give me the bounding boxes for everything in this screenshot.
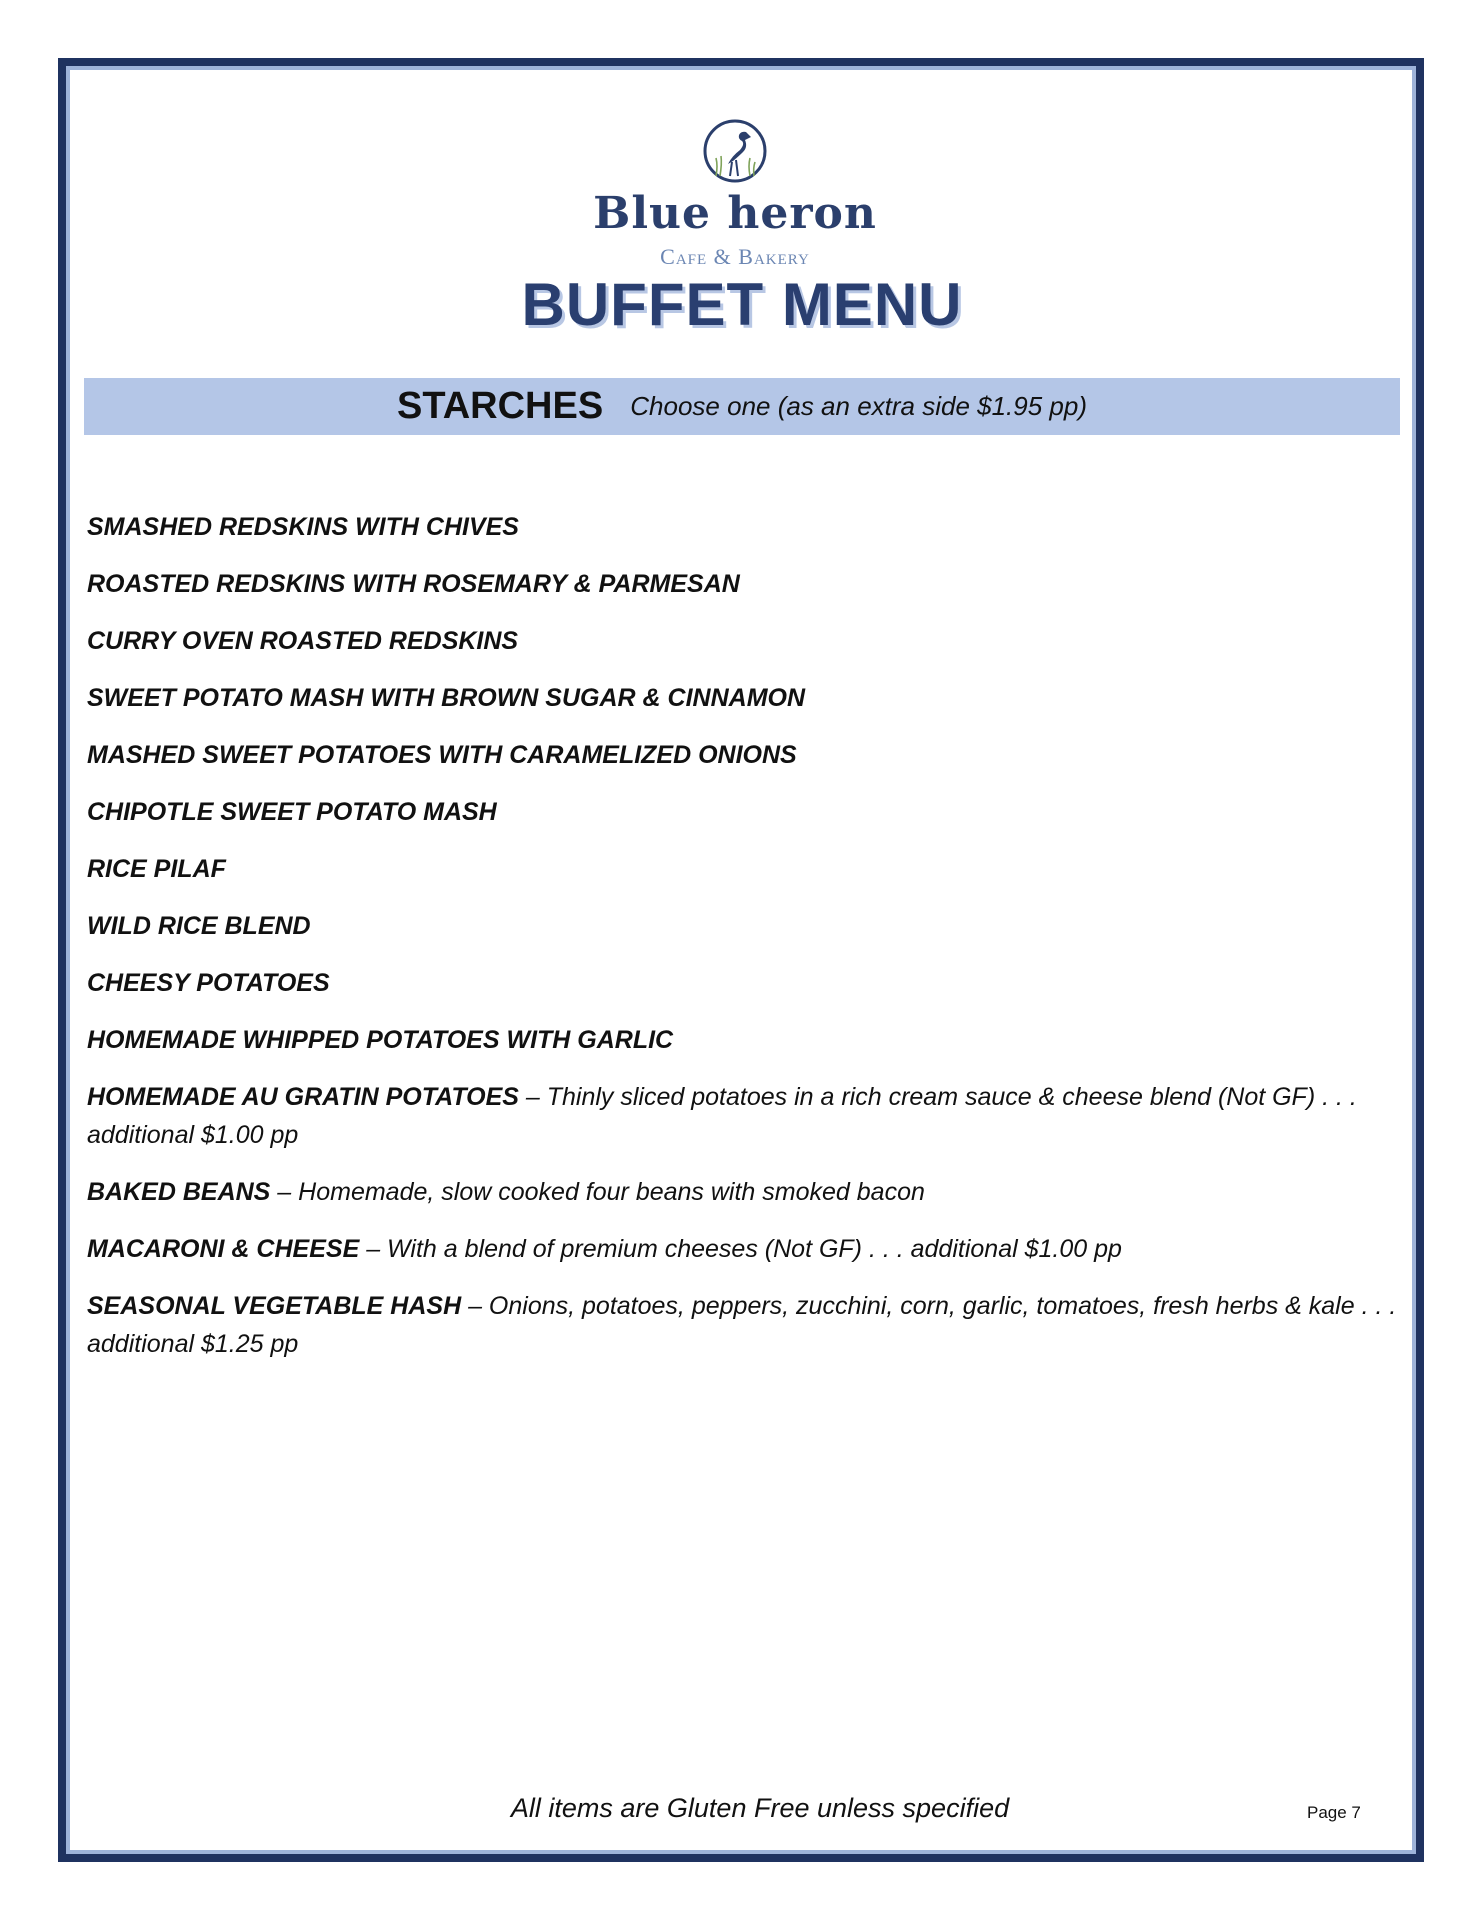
heron-icon xyxy=(702,118,768,184)
logo-name: Blue heron xyxy=(593,188,877,239)
menu-item xyxy=(87,622,1397,660)
menu-item xyxy=(87,964,1397,1002)
menu-item-name: SEASONAL VEGETABLE HASH xyxy=(87,1292,462,1320)
menu-item-list xyxy=(87,508,1397,1382)
menu-item-description: – Thinly sliced potatoes in a rich cream sauce & cheese blend (Not GF) . . . additional $1.00 pp xyxy=(87,1083,1357,1149)
menu-item xyxy=(87,1230,1397,1268)
menu-item-name: ROASTED REDSKINS WITH ROSEMARY & PARMESAN xyxy=(87,570,740,598)
menu-item xyxy=(87,679,1397,717)
menu-item-name: MACARONI & CHEESE xyxy=(87,1235,360,1263)
logo xyxy=(565,110,905,270)
menu-item xyxy=(87,1021,1397,1059)
menu-item-description: – Homemade, slow cooked four beans with smoked bacon xyxy=(270,1178,925,1206)
menu-item-description: – Onions, potatoes, peppers, zucchini, corn, garlic, tomatoes, fresh herbs & kale . . . additional $1.25 pp xyxy=(87,1292,1397,1358)
menu-item-name: BAKED BEANS xyxy=(87,1178,271,1206)
menu-item-name: CHEESY POTATOES xyxy=(87,969,330,997)
menu-item-name: HOMEMADE WHIPPED POTATOES WITH GARLIC xyxy=(87,1026,674,1054)
page-number: Page 7 xyxy=(1307,1803,1361,1822)
menu-item xyxy=(87,850,1397,888)
menu-item-name: HOMEMADE AU GRATIN POTATOES xyxy=(87,1083,519,1111)
menu-item xyxy=(87,793,1397,831)
menu-item xyxy=(87,565,1397,603)
section-note: Choose one (as an extra side $1.95 pp) xyxy=(630,391,1088,421)
menu-item-name: MASHED SWEET POTATOES WITH CARAMELIZED ONIONS xyxy=(87,741,797,769)
section-title: STARCHES xyxy=(396,385,604,427)
menu-item xyxy=(87,907,1397,945)
menu-item-name: RICE PILAF xyxy=(87,855,226,883)
menu-item xyxy=(87,1173,1397,1211)
menu-item xyxy=(87,508,1397,546)
section-header xyxy=(84,378,1400,435)
menu-item xyxy=(87,1287,1397,1363)
menu-item-name: CURRY OVEN ROASTED REDSKINS xyxy=(87,627,519,655)
menu-item xyxy=(87,1078,1397,1154)
menu-item-name: CHIPOTLE SWEET POTATO MASH xyxy=(87,798,497,826)
menu-item-name: SWEET POTATO MASH WITH BROWN SUGAR & CINNAMON xyxy=(87,684,806,712)
logo-subtitle: Cafe & Bakery xyxy=(660,244,810,269)
page-title: BUFFET MENU xyxy=(521,271,963,338)
gluten-free-note: All items are Gluten Free unless specified xyxy=(510,1793,1010,1823)
menu-item-name: WILD RICE BLEND xyxy=(87,912,311,940)
menu-item-name: SMASHED REDSKINS WITH CHIVES xyxy=(87,513,519,541)
menu-item xyxy=(87,736,1397,774)
menu-item-description: – With a blend of premium cheeses (Not GF) . . . additional $1.00 pp xyxy=(359,1235,1122,1263)
